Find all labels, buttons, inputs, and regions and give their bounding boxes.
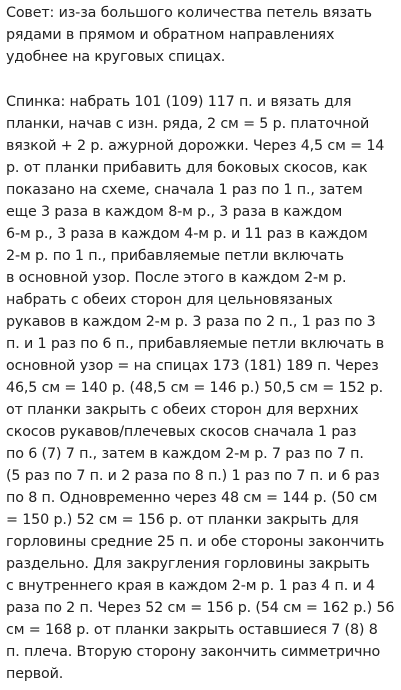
back-line: Спинка: набрать 101 (109) 117 п. и вязать для [6, 94, 352, 110]
tip-line: Совет: из-за большого количества петель вязать [6, 5, 372, 21]
back-line: по 8 п. Одновременно через 48 см = 144 р. (50 см [6, 490, 378, 506]
back-line: = 150 р.) 52 см = 156 р. от планки закрыть для [6, 512, 359, 528]
back-line: 2-м р. по 1 п., прибавляемые петли включать [6, 248, 344, 264]
back-line: скосов рукавов/плечевых скосов сначала 1 раз [6, 424, 357, 440]
back-line: с внутреннего края в каждом 2-м р. 1 раз 4 п. и 4 [6, 578, 375, 594]
back-line: раздельно. Для закругления горловины закрыть [6, 556, 370, 572]
back-line: в основной узор. После этого в каждом 2-м р. [6, 270, 347, 286]
back-line: вязкой + 2 р. ажурной дорожки. Через 4,5 см = 14 [6, 138, 385, 154]
back-line: первой. [6, 666, 64, 682]
back-line: по 6 (7) 7 п., затем в каждом 2-м р. 7 раз по 7 п. [6, 446, 364, 462]
tip-line: рядами в прямом и обратном направлениях [6, 27, 335, 43]
back-line: от планки закрыть с обеих сторон для верхних [6, 402, 359, 418]
back-line: основной узор = на спицах 173 (181) 189 п. Через [6, 358, 379, 374]
back-line: (5 раз по 7 п. и 2 раза по 8 п.) 1 раз по 7 п. и 6 раз [6, 468, 380, 484]
back-line: 6-м р., 3 раза в каждом 4-м р. и 11 раз в каждом [6, 226, 368, 242]
back-line: планки, начав с изн. ряда, 2 см = 5 р. платочной [6, 116, 370, 132]
tip-line: удобнее на круговых спицах. [6, 49, 226, 65]
back-line: раза по 2 п. Через 52 см = 156 р. (54 см = 162 р.) 56 [6, 600, 395, 616]
back-line: горловины средние 25 п. и обе стороны закончить [6, 534, 385, 550]
back-line: п. плеча. Вторую сторону закончить симметрично [6, 644, 381, 660]
back-line: рукавов в каждом 2-м р. 3 раза по 2 п., 1 раз по 3 [6, 314, 376, 330]
back-line: показано на схеме, сначала 1 раз по 1 п., затем [6, 182, 363, 198]
back-line: набрать с обеих сторон для цельновязаных [6, 292, 333, 308]
back-line: еще 3 раза в каждом 8-м р., 3 раза в каждом [6, 204, 343, 220]
back-line: р. от планки прибавить для боковых скосов, как [6, 160, 368, 176]
back-line: 46,5 см = 140 р. (48,5 см = 146 р.) 50,5 см = 152 р. [6, 380, 384, 396]
back-line: см = 168 р. от планки закрыть оставшиеся 7 (8) 8 [6, 622, 378, 638]
back-line: п. и 1 раз по 6 п., прибавляемые петли включать в [6, 336, 385, 352]
